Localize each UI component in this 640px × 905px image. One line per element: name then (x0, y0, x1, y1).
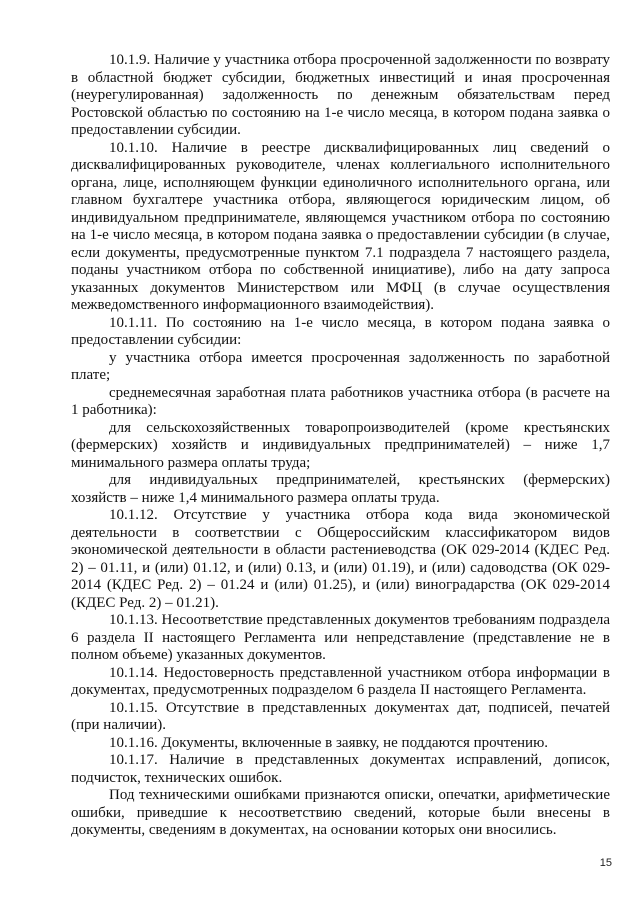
paragraph-10-1-13: 10.1.13. Несоответствие представленных документов требованиям подраздела 6 раздела II настоящего Регламента или непредставление (представление не в полном объеме) указанных документов. (71, 612, 610, 663)
paragraph-wage-arrears: у участника отбора имеется просроченная задолженность по заработной плате; (71, 349, 610, 383)
paragraph-10-1-12: 10.1.12. Отсутствие у участника отбора кода вида экономической деятельности в соответствии с Общероссийским классификатором видов экономической деятельности в области растениеводства (ОК 029-2014 (КДЕС Ред. 2) – 01.11, и (или) 01.12, и (или) 0.13, и (или) 01.19), и (или) садоводства (ОК 029-2014 (КДЕС Ред. 2) – 01.24 и (или) 01.25), и (или) виноградарства (ОК 029-2014 (КДЕС Ред. 2) – 01.21). (71, 507, 610, 611)
paragraph-10-1-17: 10.1.17. Наличие в представленных документах исправлений, дописок, подчисток, технических ошибок. (71, 752, 610, 786)
paragraph-10-1-11: 10.1.11. По состоянию на 1-е число месяца, в котором подана заявка о предоставлении субсидии: (71, 314, 610, 348)
paragraph-average-wage: среднемесячная заработная плата работников участника отбора (в расчете на 1 работника): (71, 384, 610, 418)
page-number: 15 (599, 857, 612, 869)
paragraph-agri-producers: для сельскохозяйственных товаропроизводителей (кроме крестьянских (фермерских) хозяйств и индивидуальных предпринимателей) – ниже 1,7 минимального размера оплаты труда; (71, 419, 610, 471)
paragraph-10-1-14: 10.1.14. Недостоверность представленной участником отбора информации в документах, предусмотренных подразделом 6 раздела II настоящего Регламента. (71, 664, 610, 698)
paragraph-10-1-16: 10.1.16. Документы, включенные в заявку, не поддаются прочтению. (109, 734, 549, 751)
paragraph-10-1-15: 10.1.15. Отсутствие в представленных документах дат, подписей, печатей (при наличии). (71, 699, 610, 733)
paragraph-10-1-9: 10.1.9. Наличие у участника отбора просроченной задолженности по возврату в областной бюджет субсидии, бюджетных инвестиций и иная просроченная (неурегулированная) задолженность по денежным обязательствам перед Ростовской областью по состоянию на 1-е число месяца, в котором подана заявка о предоставлении субсидии. (71, 52, 610, 138)
paragraph-technical-errors: Под техническими ошибками признаются описки, опечатки, арифметические ошибки, приведшие к несоответствию сведений, которые были внесены в документы, сведениям в документах, на основании которых они вносились. (71, 787, 610, 838)
paragraph-10-1-10: 10.1.10. Наличие в реестре дисквалифицированных лиц сведений о дисквалифицированных руководителе, членах коллегиального исполнительного органа, лице, исполняющем функции единоличного исполнительного органа, или главном бухгалтере участника отбора, являющегося юридическим лицом, об индивидуальном предпринимателе, являющемся участником отбора по состоянию на 1-е число месяца, в котором подана заявка о предоставлении субсидии (в случае, если документы, предусмотренные пунктом 7.1 подраздела 7 настоящего раздела, поданы участником отбора по собственной инициативе), либо на дату запроса указанных документов Министерством или МФЦ (в случае осуществления межведомственного информационного взаимодействия). (71, 139, 610, 313)
paragraph-entrepreneurs: для индивидуальных предпринимателей, крестьянских (фермерских) хозяйств – ниже 1,4 минимального размера оплаты труда. (71, 472, 610, 506)
